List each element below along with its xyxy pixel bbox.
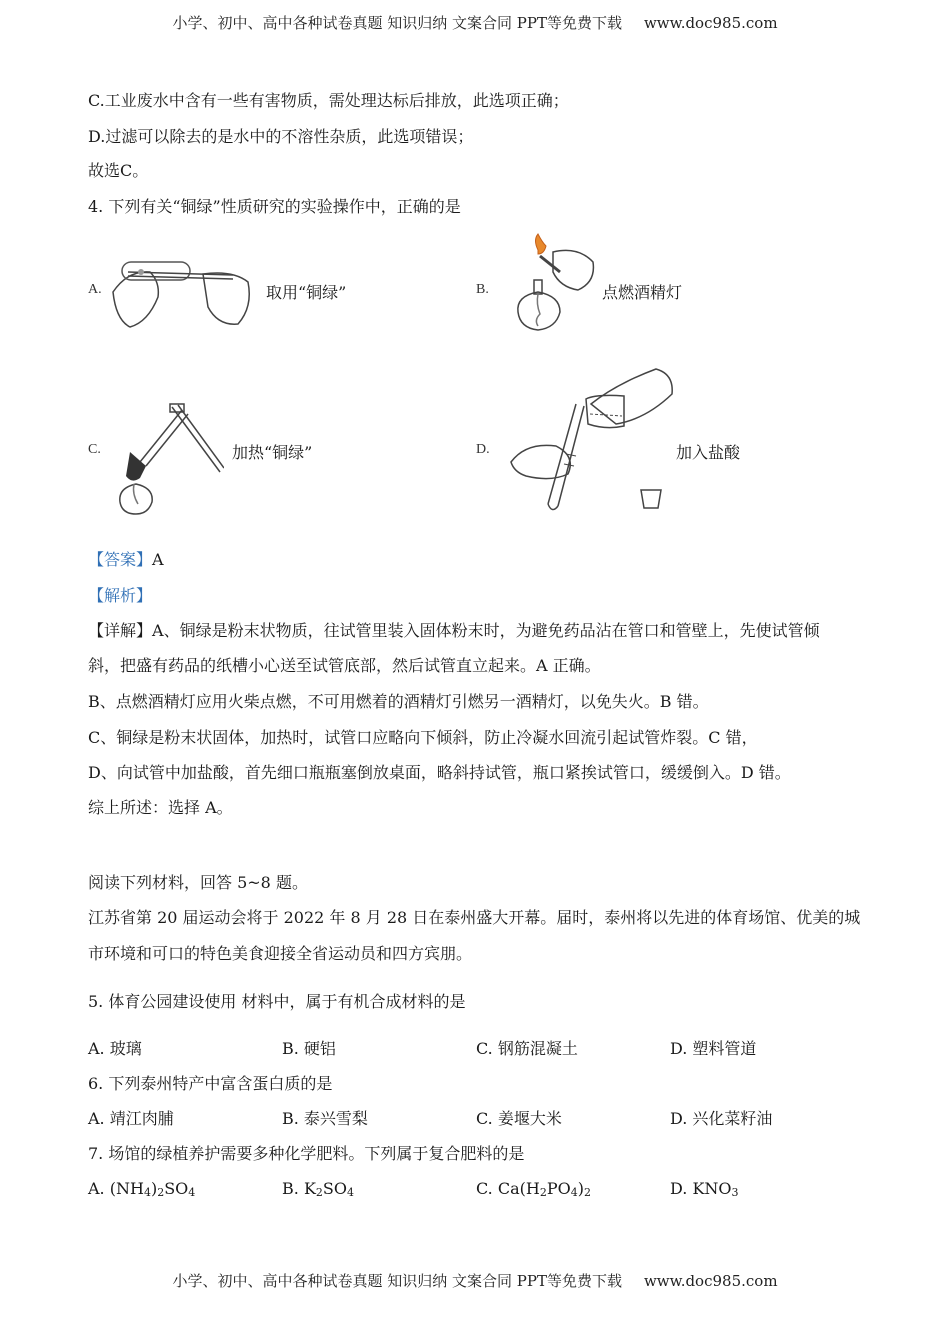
q6-option-c: C. 姜堰大米 [476,1109,562,1128]
q4-option-a-caption: 取用“铜绿” [266,283,347,302]
q4-answer-line [88,549,164,571]
q7-option-d: D. $KNO_3$ [670,1179,739,1199]
q4-figure-b-alcohol-lamps [498,232,598,336]
answer-tag: 【答案】 [88,550,153,569]
q4-option-c-caption: 加热“铜绿” [232,443,313,462]
q5-stem: 5. 体育公园建设使用 材料中，属于有机合成材料的是 [88,992,466,1011]
header-text: 小学、初中、高中各种试卷真题 知识归纳 文案合同 PPT等免费下载 [172,14,622,32]
detail-tag: 【详解】 [88,621,153,640]
q5-option-c: C. 钢筋混凝土 [476,1039,578,1058]
reading-paragraph-line1: 江苏省第 20 届运动会将于 2022 年 8 月 28 日在泰州盛大开幕。届时，泰州将以先进的体育场馆、优美的城 [88,908,861,927]
q4-option-d-caption: 加入盐酸 [676,443,741,462]
q5-option-b: B. 硬铝 [282,1039,336,1058]
q4-figure-c-heating-tube [112,402,224,518]
header-url: www.doc985.com [643,14,778,32]
detail-d: D、向试管中加盐酸，首先细口瓶瓶塞倒放桌面，略斜持试管，瓶口紧挨试管口，缓缓倒入。D 错。 [88,763,791,782]
footer-text: 小学、初中、高中各种试卷真题 知识归纳 文案合同 PPT等免费下载 [172,1272,622,1290]
summary: 综上所述：选择 A。 [88,798,233,817]
detail-a-line2: 斜，把盛有药品的纸槽小心送至试管底部，然后试管直立起来。A 正确。 [88,656,601,675]
page-header [0,12,950,33]
prev-conclusion: 故选C。 [88,161,149,180]
detail-a-line1 [88,620,820,642]
q4-option-b-caption: 点燃酒精灯 [602,283,683,302]
q4-stem: 4. 下列有关“铜绿”性质研究的实验操作中，正确的是 [88,197,461,216]
q4-option-a-label: A. [88,282,102,297]
reading-intro: 阅读下列材料，回答 5~8 题。 [88,873,308,892]
page-footer [0,1270,950,1291]
detail-c: C、铜绿是粉末状固体，加热时，试管口应略向下倾斜，防止冷凝水回流引起试管炸裂。C 错， [88,728,758,747]
q4-option-d-label: D. [476,442,490,457]
q4-option-c-label: C. [88,442,101,457]
q6-option-a: A. 靖江肉脯 [88,1109,174,1128]
answer-value: A [152,550,164,569]
q6-option-d: D. 兴化菜籽油 [670,1109,773,1128]
detail-b: B、点燃酒精灯应用火柴点燃，不可用燃着的酒精灯引燃另一酒精灯，以免失火。B 错。 [88,692,709,711]
prev-option-d: D.过滤可以除去的是水中的不溶性杂质，此选项错误； [88,127,474,146]
q5-option-a: A. 玻璃 [88,1039,142,1058]
footer-url: www.doc985.com [643,1272,778,1290]
prev-option-c: C.工业废水中含有一些有害物质，需处理达标后排放，此选项正确； [88,91,569,110]
q6-stem: 6. 下列泰州特产中富含蛋白质的是 [88,1074,333,1093]
q4-option-b-label: B. [476,282,489,297]
q7-option-b: B. $K_2SO_4$ [282,1179,354,1199]
q4-figure-a-paper-trough [108,252,258,332]
q7-option-c: C. $Ca(H_2PO_4)_2$ [476,1179,591,1199]
reading-paragraph-line2: 市环境和可口的特色美食迎接全省运动员和四方宾朋。 [88,944,473,963]
q7-option-a: A. $(NH_4)_2SO_4$ [88,1179,196,1199]
q4-figure-d-pouring-acid [506,364,676,516]
q7-stem: 7. 场馆的绿植养护需要多种化学肥料。下列属于复合肥料的是 [88,1144,525,1163]
detail-a-text1: A、铜绿是粉末状物质，往试管里装入固体粉末时，为避免药品沾在管口和管壁上，先使试管倾 [152,621,820,640]
q5-option-d: D. 塑料管道 [670,1039,757,1058]
analysis-tag: 【解析】 [88,586,153,605]
q6-option-b: B. 泰兴雪梨 [282,1109,368,1128]
